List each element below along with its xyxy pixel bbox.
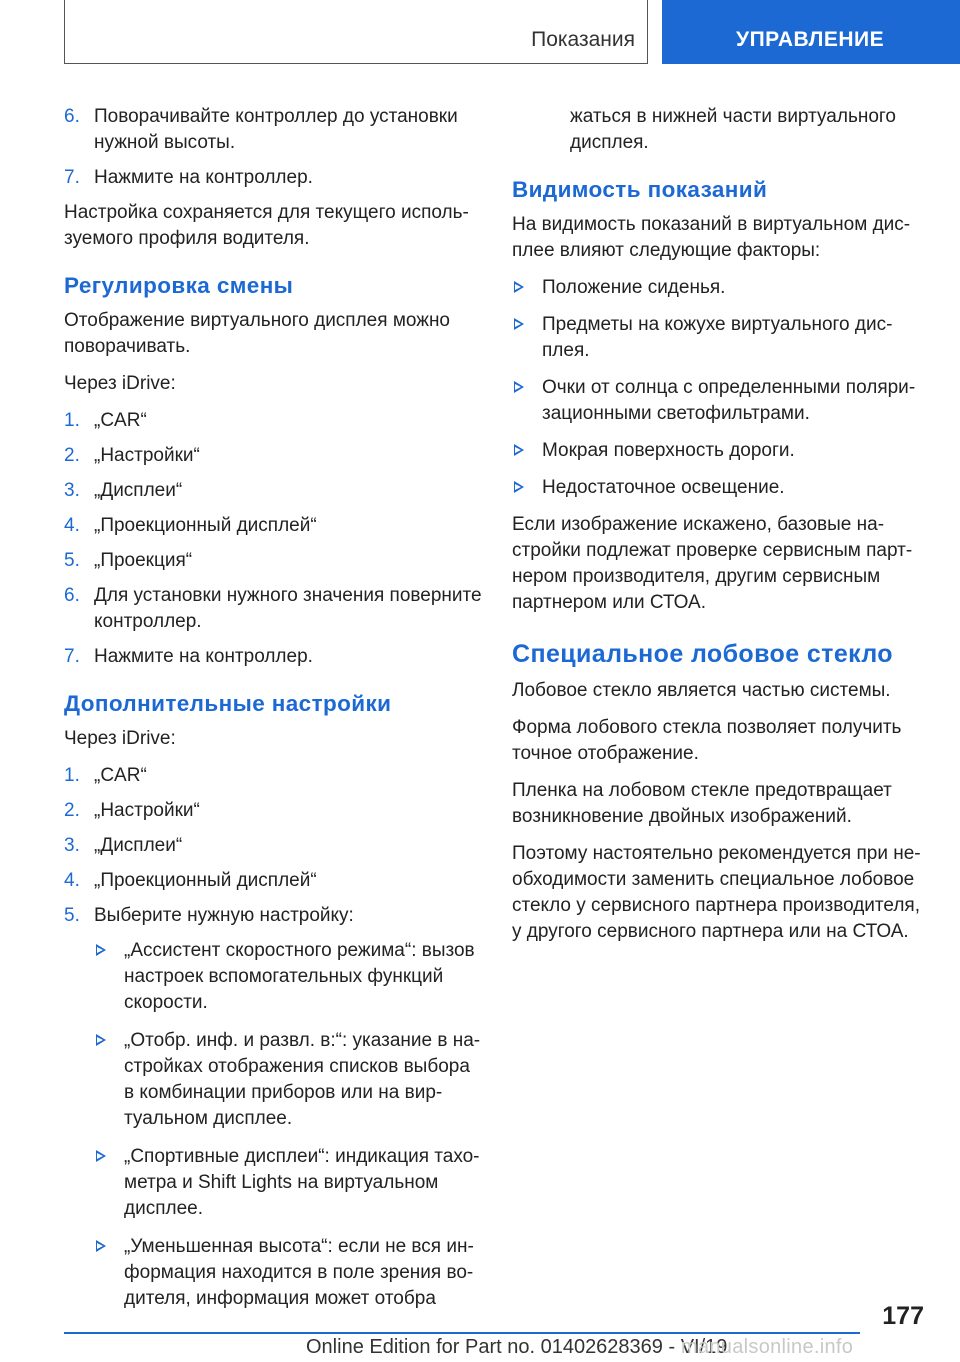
- list-item: Мокрая поверхность дороги.: [512, 438, 932, 464]
- left-column: [64, 104, 484, 1324]
- triangle-bullet-icon: [514, 444, 524, 456]
- heading-special-windshield: Специальное лобовое стекло: [512, 640, 893, 668]
- chapter-tab: [662, 0, 960, 64]
- paragraph: Через iDrive:: [64, 728, 176, 749]
- list-item: Недостаточное освещение.: [512, 475, 932, 501]
- list-item: 7. Нажмите на контроллер.: [64, 167, 313, 188]
- paragraph: Через iDrive:: [64, 373, 176, 394]
- rotation-steps: [64, 408, 484, 670]
- settings-options: [94, 938, 484, 1312]
- list-item: 6. Поворачивайте контроллер до установки нужной высоты.: [64, 106, 458, 153]
- list-item: 1. „CAR“: [64, 765, 147, 786]
- page-header: [0, 0, 960, 68]
- chapter-title: УПРАВЛЕНИЕ: [736, 28, 885, 51]
- paragraph: На видимость показаний в виртуальном дисплее влияют следующие факторы:: [512, 214, 911, 261]
- list-item: Положение сиденья.: [512, 275, 932, 301]
- list-item: 4. „Проекционный дисплей“: [64, 515, 317, 536]
- section-tab: [64, 0, 648, 64]
- triangle-bullet-icon: [514, 481, 524, 493]
- list-item: 3. „Дисплеи“: [64, 480, 183, 501]
- paragraph: Поэтому настоятельно рекомендуется при необходимости заменить специальное лобовое стекло у сервисного партнера производителя, у другого сервисного партнера или на СТОА.: [512, 843, 921, 942]
- edition-text: Online Edition for Part no. 01402628369 - VI/19: [306, 1336, 728, 1358]
- paragraph: Лобовое стекло является частью системы.: [512, 680, 891, 701]
- heading-additional-settings: Дополнительные настройки: [64, 691, 392, 716]
- list-item: 6. Для установки нужного значения поверните контроллер.: [64, 585, 482, 632]
- paragraph: Пленка на лобовом стекле предотвращает возникновение двойных изображений.: [512, 780, 892, 827]
- triangle-bullet-icon: [514, 318, 524, 330]
- intro-note: Настройка сохраняется для текущего используемого профиля водителя.: [64, 202, 469, 249]
- page-footer: [0, 1290, 960, 1362]
- visibility-factors: [512, 275, 932, 501]
- intro-steps: [64, 104, 484, 191]
- list-item: 2. „Настройки“: [64, 445, 200, 466]
- list-item: „Отобр. инф. и развл. в:“: указание в настройках отображения списков выбора в комбинации приборов или на виртуальном дисплее.: [94, 1028, 484, 1132]
- list-item: 5. „Проекция“: [64, 550, 193, 571]
- list-item: 4. „Проекционный дисплей“: [64, 870, 317, 891]
- continuation-text: жаться в нижней части виртуального дисплея.: [570, 106, 896, 153]
- triangle-bullet-icon: [96, 1240, 106, 1252]
- list-item: Предметы на кожухе виртуального дисплея.: [512, 312, 932, 364]
- triangle-bullet-icon: [96, 1034, 106, 1046]
- list-item: „Ассистент скоростного режима“: вызов настроек вспомогательных функций скорости.: [94, 938, 484, 1016]
- triangle-bullet-icon: [96, 944, 106, 956]
- triangle-bullet-icon: [96, 1150, 106, 1162]
- list-item: 2. „Настройки“: [64, 800, 200, 821]
- list-item: „Спортивные дисплеи“: индикация тахометра и Shift Lights на виртуальном дисплее.: [94, 1144, 484, 1222]
- list-item: Очки от солнца с определенными поляризационными светофильтрами.: [512, 375, 932, 427]
- paragraph: Если изображение искажено, базовые настройки подлежат проверке сервисным партнером производителя, другим сервисным партнером или СТОА.: [512, 514, 913, 613]
- list-item: 5. Выберите нужную настройку:: [64, 905, 354, 926]
- triangle-bullet-icon: [514, 381, 524, 393]
- list-item: 3. „Дисплеи“: [64, 835, 183, 856]
- page-number: 177: [882, 1302, 924, 1330]
- list-item: „Уменьшенная высота“: если не вся информация находится в поле зрения водителя, информация может отобра: [94, 1234, 484, 1312]
- heading-rotation: Регулировка смены: [64, 273, 294, 298]
- right-column: [512, 104, 932, 956]
- settings-steps: [64, 763, 484, 929]
- triangle-bullet-icon: [514, 281, 524, 293]
- footer-divider: [64, 1332, 860, 1334]
- paragraph: Форма лобового стекла позволяет получить точное отображение.: [512, 717, 902, 764]
- watermark: manualsonline.info: [681, 1336, 854, 1358]
- section-title: Показания: [531, 28, 635, 51]
- paragraph: Отображение виртуального дисплея можно поворачивать.: [64, 310, 451, 357]
- list-item: 7. Нажмите на контроллер.: [64, 646, 313, 667]
- heading-visibility: Видимость показаний: [512, 177, 768, 202]
- list-item: 1. „CAR“: [64, 410, 147, 431]
